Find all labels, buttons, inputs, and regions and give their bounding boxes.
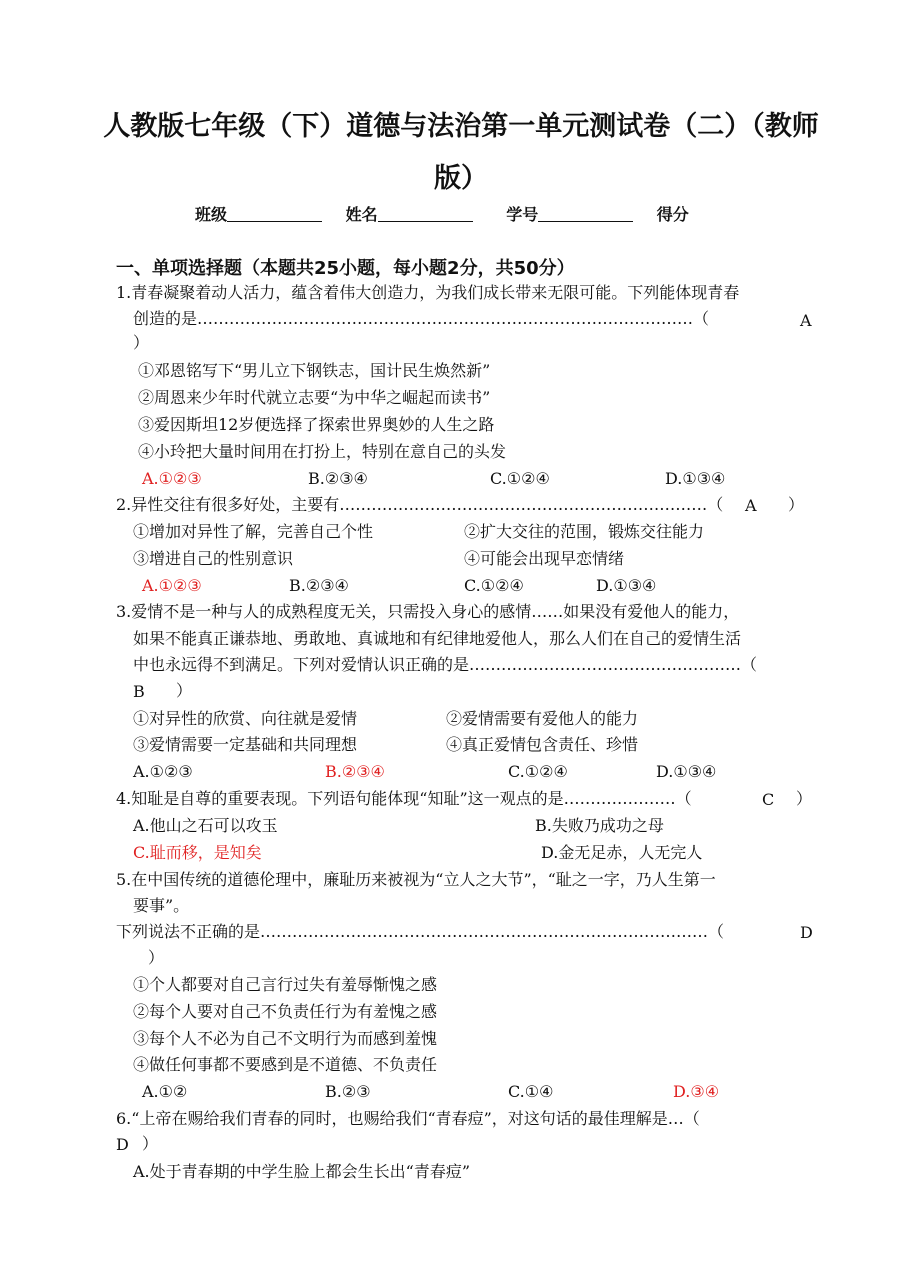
q3-item-3: ③爱情需要一定基础和共同理想	[133, 735, 358, 754]
q4-answer: C	[762, 790, 775, 809]
q3-stem-1: 3.爱情不是一种与人的成熟程度无关，只需投入身心的感情……如果没有爱他人的能力，	[116, 602, 740, 621]
q5-option-c: C.①④	[508, 1082, 554, 1101]
q5-option-a: A.①②	[142, 1082, 188, 1101]
id-label: 学号	[506, 205, 539, 224]
name-blank	[378, 205, 473, 222]
class-label: 班级	[195, 205, 228, 224]
q4-stem: 4.知耻是自尊的重要表现。下列语句能体现“知耻”这一观点的是…………………（	[116, 789, 692, 808]
q2-item-1: ①增加对异性了解，完善自己个性	[133, 522, 374, 541]
q4-close: ）	[796, 789, 813, 808]
q2-close: ）	[788, 495, 805, 514]
q6-close: ）	[142, 1134, 159, 1153]
q1-item-3: ③爱因斯坦12岁便选择了探索世界奥妙的人生之路	[138, 415, 495, 434]
q6-answer: D	[116, 1135, 129, 1154]
q5-item-3: ③每个人不必为自己不文明行为而感到羞愧	[133, 1029, 438, 1048]
q1-option-b: B.②③④	[308, 469, 368, 488]
q4-option-c: C.耻而移，是知矣	[133, 843, 262, 862]
q3-stem-3: 中也永远得不到满足。下列对爱情认识正确的是……………………………………………（	[133, 655, 758, 674]
q1-stem-2: 创造的是…………………………………………………………………………………（	[133, 309, 710, 328]
score-label: 得分	[656, 205, 689, 224]
q5-answer: D	[800, 923, 813, 942]
student-info-line	[195, 202, 689, 225]
q4-option-b: B.失败乃成功之母	[535, 816, 664, 835]
class-blank	[227, 205, 322, 222]
q1-option-d: D.①③④	[665, 469, 726, 488]
q1-close: ）	[133, 333, 150, 352]
q2-item-4: ④可能会出现早恋情绪	[464, 549, 625, 568]
q2-answer: A	[745, 496, 757, 515]
q6-stem: 6.“上帝在赐给我们青春的同时，也赐给我们“青春痘”，对这句话的最佳理解是…（	[116, 1109, 700, 1128]
q3-item-4: ④真正爱情包含责任、珍惜	[446, 735, 639, 754]
title-line-1: 人教版七年级（下）道德与法治第一单元测试卷（二）（教师	[103, 111, 819, 142]
q6-option-a: A.处于青春期的中学生脸上都会生长出“青春痘”	[133, 1162, 471, 1181]
q3-option-b: B.②③④	[325, 762, 385, 781]
q1-option-c: C.①②④	[490, 469, 550, 488]
q5-item-1: ①个人都要对自己言行过失有羞辱惭愧之感	[133, 975, 438, 994]
q3-option-d: D.①③④	[656, 762, 717, 781]
title-line-2: 版）	[434, 163, 488, 194]
q5-stem-2: 要事”。	[133, 896, 190, 915]
name-label: 姓名	[345, 205, 378, 224]
q2-item-3: ③增进自己的性别意识	[133, 549, 294, 568]
section-1-heading: 一、单项选择题（本题共25小题，每小题2分，共50分）	[116, 258, 575, 279]
q2-option-b: B.②③④	[289, 576, 349, 595]
q1-option-a: A.①②③	[142, 469, 202, 488]
q4-option-a: A.他山之石可以攻玉	[133, 816, 278, 835]
q2-option-a: A.①②③	[142, 576, 202, 595]
q5-item-2: ②每个人要对自己不负责任行为有羞愧之感	[133, 1002, 438, 1021]
q3-item-2: ②爱情需要有爱他人的能力	[446, 709, 639, 728]
q1-answer: A	[800, 311, 812, 330]
q2-option-d: D.①③④	[596, 576, 657, 595]
q3-answer: B	[133, 682, 145, 701]
id-blank	[538, 205, 633, 222]
q1-item-2: ②周恩来少年时代就立志要“为中华之崛起而读书”	[138, 388, 491, 407]
q3-stem-2: 如果不能真正谦恭地、勇敢地、真诚地和有纪律地爱他人，那么人们在自己的爱情生活	[133, 629, 742, 648]
q2-option-c: C.①②④	[464, 576, 524, 595]
q5-close: ）	[148, 948, 165, 967]
q3-item-1: ①对异性的欣赏、向往就是爱情	[133, 709, 358, 728]
q3-option-a: A.①②③	[133, 762, 193, 781]
q5-stem-3: 下列说法不正确的是…………………………………………………………………………（	[116, 922, 725, 941]
q4-option-d: D.金无足赤，人无完人	[541, 843, 703, 862]
q5-stem-1: 5.在中国传统的道德伦理中，廉耻历来被视为“立人之大节”，“耻之一字，乃人生第一	[116, 870, 716, 889]
q5-option-b: B.②③	[325, 1082, 371, 1101]
q1-item-4: ④小玲把大量时间用在打扮上，特别在意自己的头发	[138, 442, 507, 461]
q3-close: ）	[176, 681, 193, 700]
q1-item-1: ①邓恩铭写下“男儿立下钢铁志，国计民生焕然新”	[138, 361, 491, 380]
q3-option-c: C.①②④	[508, 762, 568, 781]
q2-item-2: ②扩大交往的范围，锻炼交往能力	[464, 522, 705, 541]
q5-option-d: D.③④	[673, 1082, 720, 1101]
q5-item-4: ④做任何事都不要感到是不道德、不负责任	[133, 1055, 438, 1074]
q1-stem-1: 1.青春凝聚着动人活力，蕴含着伟大创造力，为我们成长带来无限可能。下列能体现青春	[116, 283, 740, 302]
q2-stem: 2.异性交往有很多好处，主要有……………………………………………………………（	[116, 495, 724, 514]
